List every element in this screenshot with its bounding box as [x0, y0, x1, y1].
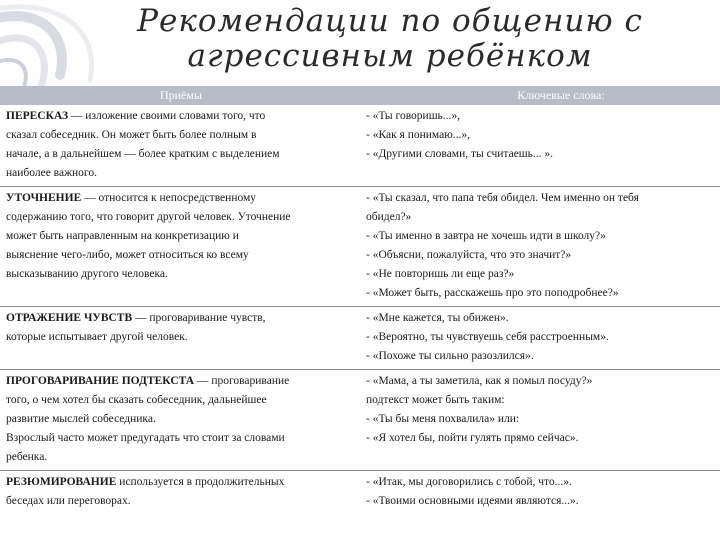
technique-desc-line [6, 309, 358, 328]
technique-desc-line: ребенка. [6, 451, 48, 463]
keyword-line: подтекст может быть таким: [366, 394, 505, 406]
table-row [0, 370, 720, 471]
table-header-row [0, 86, 720, 105]
technique-desc-text: — проговаривание чувств, [132, 312, 266, 324]
technique-desc-line [6, 107, 358, 126]
technique-desc-text: — проговаривание [194, 375, 290, 387]
technique-desc-line [6, 189, 358, 208]
keyword-line: - «Итак, мы договорились с тобой, что...». [366, 476, 572, 488]
technique-term: РЕЗЮМИРОВАНИЕ [6, 476, 117, 488]
technique-cell [0, 370, 362, 471]
table-row [0, 187, 720, 307]
technique-term: ОТРАЖЕНИЕ ЧУВСТВ [6, 312, 133, 324]
keywords-cell [362, 370, 720, 471]
technique-cell [0, 105, 362, 187]
technique-term: УТОЧНЕНИЕ [6, 192, 82, 204]
keyword-line: - «Ты именно в завтра не хочешь идти в школу?» [366, 230, 606, 242]
technique-desc-line: содержанию того, что говорит другой человек. Уточнение [6, 211, 291, 223]
keyword-line: - «Ты сказал, что папа тебя обидел. Чем именно он тебя [366, 192, 639, 204]
technique-cell [0, 187, 362, 307]
technique-desc-line: которые испытывает другой человек. [6, 331, 188, 343]
technique-desc-line: наиболее важного. [6, 167, 97, 179]
keyword-line: - «Не повторишь ли еще раз?» [366, 268, 515, 280]
keyword-line: - «Ты бы меня похвалила» или: [366, 413, 520, 425]
title-line-1: Рекомендации по общению с [137, 3, 643, 39]
keyword-line: - «Другими словами, ты считаешь... ». [366, 148, 554, 160]
technique-desc-line: Взрослый часто может предугадать что стоит за словами [6, 432, 285, 444]
technique-desc-line: выяснение чего-либо, может относиться ко всему [6, 249, 249, 261]
keywords-cell [362, 307, 720, 370]
keyword-line: - «Как я понимаю...», [366, 129, 471, 141]
keywords-cell [362, 187, 720, 307]
table-row [0, 307, 720, 370]
technique-desc-line [6, 473, 358, 492]
table-row [0, 471, 720, 515]
keyword-line: - «Объясни, пожалуйста, что это значит?» [366, 249, 572, 261]
keyword-line: - «Мама, а ты заметила, как я помыл посуду?» [366, 375, 593, 387]
technique-desc-line: беседах или переговорах. [6, 495, 131, 507]
keywords-cell [362, 471, 720, 515]
technique-desc-text: — относится к непосредственному [81, 192, 257, 204]
keyword-line: - «Вероятно, ты чувствуешь себя расстроенным». [366, 331, 609, 343]
technique-desc-text: — изложение своими словами того, что [68, 110, 266, 122]
technique-term: ПРОГОВАРИВАНИЕ ПОДТЕКСТА [6, 375, 195, 387]
page-title [60, 4, 720, 74]
keyword-line: - «Похоже ты сильно разозлился». [366, 350, 534, 362]
technique-desc-line: может быть направленным на конкретизацию и [6, 230, 239, 242]
technique-cell [0, 471, 362, 515]
keyword-line: - «Твоими основными идеями являются...». [366, 495, 579, 507]
keyword-line: - «Мне кажется, ты обижен». [366, 312, 509, 324]
technique-term: ПЕРЕСКАЗ [6, 110, 69, 122]
technique-desc-line: того, о чем хотел бы сказать собеседник, дальнейшее [6, 394, 267, 406]
technique-desc-line: развитие мыслей собеседника. [6, 413, 156, 425]
keywords-cell [362, 105, 720, 187]
keyword-line: - «Я хотел бы, пойти гулять прямо сейчас». [366, 432, 579, 444]
keyword-line: - «Ты говоришь...», [366, 110, 461, 122]
technique-desc-line: начале, а в дальнейшем — более кратким с выделением [6, 148, 280, 160]
keyword-line: - «Может быть, расскажешь про это поподробнее?» [366, 287, 619, 299]
technique-desc-text: используется в продолжительных [116, 476, 285, 488]
technique-desc-line: высказыванию другого человека. [6, 268, 168, 280]
table-row [0, 105, 720, 187]
technique-desc-line [6, 372, 358, 391]
techniques-table [0, 86, 720, 514]
technique-cell [0, 307, 362, 370]
title-line-2: агрессивным ребёнком [187, 38, 593, 74]
header-techniques: Приёмы [0, 86, 362, 105]
keyword-line: обидел?» [366, 211, 412, 223]
header-keywords: Ключевые слова: [362, 86, 720, 105]
technique-desc-line: сказал собеседник. Он может быть более полным в [6, 129, 257, 141]
